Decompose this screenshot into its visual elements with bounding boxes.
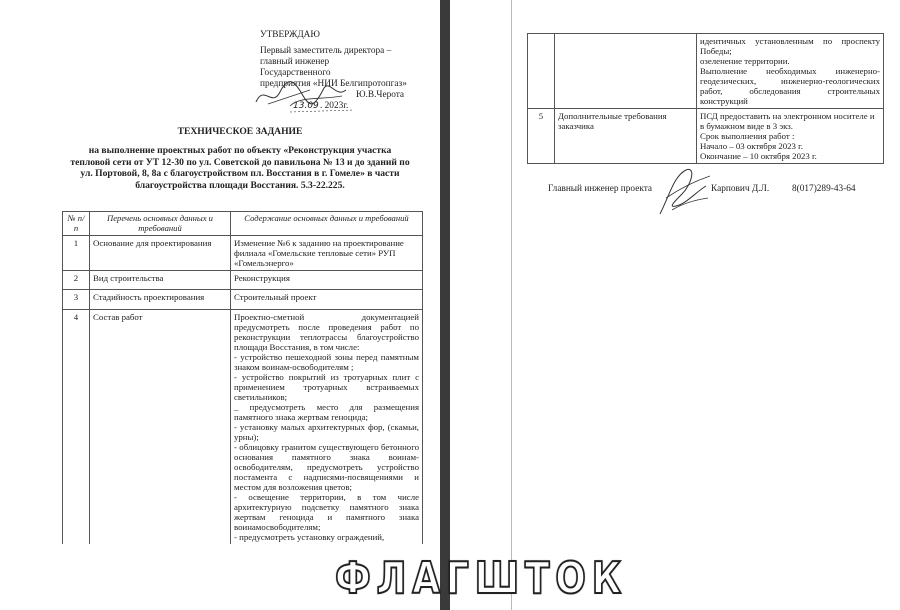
row-content: Строительный проект xyxy=(231,290,423,310)
approver-org-line1: Государственного xyxy=(260,68,331,78)
work-item: идентичных установленным по проспекту Победы; xyxy=(700,36,880,56)
row-num: 4 xyxy=(63,310,90,545)
work-item: - устройство пешеходной зоны перед памятным знаком воинам-освободителям ; xyxy=(234,352,419,373)
header-list: Перечень основных данных и требований xyxy=(90,212,231,236)
approver-position-line2: главный инженер xyxy=(260,57,330,67)
document-heading: ТЕХНИЧЕСКОЕ ЗАДАНИЕ xyxy=(177,126,303,137)
row-name: Стадийность проектирования xyxy=(90,290,231,310)
document-title-block xyxy=(40,126,440,191)
table-row xyxy=(63,271,423,290)
header-content: Содержание основных данных и требований xyxy=(231,212,423,236)
table-row xyxy=(63,310,423,545)
table-row xyxy=(63,236,423,271)
approver-signature-icon xyxy=(250,74,360,114)
table-row xyxy=(528,109,884,164)
row-content xyxy=(697,34,884,109)
requirement-item: Начало – 03 октября 2023 г. xyxy=(700,141,803,151)
row-num: 2 xyxy=(63,271,90,290)
row-name: Состав работ xyxy=(90,310,231,545)
document-page-left xyxy=(0,0,440,610)
row-content: Изменение №6 к заданию на проектирование филиала «Гомельские тепловые сети» РУП «Гомельэнерго» xyxy=(231,236,423,271)
row-name: Вид строительства xyxy=(90,271,231,290)
requirement-item: Срок выполнения работ : xyxy=(700,131,795,141)
row-num xyxy=(528,34,555,109)
row-num: 1 xyxy=(63,236,90,271)
row-content xyxy=(697,109,884,164)
work-item: - устройство покрытий из тротуарных плит с применением тротуарных встраиваемых светильников; xyxy=(234,372,419,403)
page-gutter xyxy=(440,0,450,610)
approve-label: УТВЕРЖДАЮ xyxy=(260,30,320,40)
work-item: _ предусмотреть место для размещения памятного знака жертвам геноцида; xyxy=(234,402,419,423)
approval-year: . 2023г. xyxy=(320,101,349,111)
approval-date-handwritten: 13.09 xyxy=(293,101,319,111)
requirement-item: Окончание – 10 октября 2023 г. xyxy=(700,151,817,161)
row-num: 3 xyxy=(63,290,90,310)
work-item: Выполнение необходимых инженерно-геодезических, инженерно-геологических работ, обследования строительных конструкций xyxy=(700,66,880,106)
work-item: - облицовку гранитом существующего бетонного основания памятного знака воинам-освободителям, предусмотреть устройство постамента с надписями-посвящениями и местом для возложения цветов; xyxy=(234,442,419,493)
header-num: № п/п xyxy=(63,212,90,236)
requirements-table xyxy=(62,211,423,544)
work-item: - освещение территории, в том числе архитектурную подсветку памятного знака жертвам геноцида и памятного знака воинамосвободителям; xyxy=(234,492,419,533)
watermark-logo: ФЛАГШТОК xyxy=(335,553,627,604)
row-name: Основание для проектирования xyxy=(90,236,231,271)
row-name xyxy=(555,34,697,109)
approver-position-line1: Первый заместитель директора – xyxy=(260,46,392,56)
table-row xyxy=(528,34,884,109)
table-row xyxy=(63,290,423,310)
approver-name: Ю.В.Черота xyxy=(356,90,405,100)
document-subject-line4: благоустройства площади Восстания. 5.3-22.225. xyxy=(135,179,345,191)
signature-role: Главный инженер проекта xyxy=(548,184,653,194)
signature-name: Карпович Д.Л. xyxy=(711,184,770,194)
requirements-table-continued xyxy=(527,33,884,164)
table-header-row xyxy=(63,212,423,236)
row-content xyxy=(231,310,423,545)
work-item: Проектно-сметной документацией предусмотреть после проведения работ по реконструкции теплотрассы благоустройство площади Восстания, в том числе: xyxy=(234,312,419,353)
work-item: - установку малых архитектурных фор, (скамьи, урны); xyxy=(234,422,419,443)
row-num: 5 xyxy=(528,109,555,164)
document-subject-line1: на выполнение проектных работ по объекту «Реконструкция участка xyxy=(88,145,392,157)
approver-org-line2: предприятия «НИИ Белгипротопгаз» xyxy=(260,79,407,89)
row-name: Дополнительные требования заказчика xyxy=(555,109,697,164)
engineer-signature-icon xyxy=(652,164,714,220)
work-item: - предусмотреть установку ограждений, xyxy=(234,532,385,543)
row-content: Реконструкция xyxy=(231,271,423,290)
document-subject-line2: тепловой сети от УТ 12-30 по ул. Советской до павильона № 13 и до зданий по xyxy=(70,156,410,168)
requirement-item: ПСД предоставить на электронном носителе и в бумажном виде в 3 экз. xyxy=(700,111,875,131)
document-subject-line3: ул. Портовой, 8, 8а с благоустройством пл. Восстания в г. Гомеле» в части xyxy=(80,168,400,180)
work-item: озеленение территории. xyxy=(700,56,790,66)
signature-phone: 8(017)289-43-64 xyxy=(792,184,856,194)
